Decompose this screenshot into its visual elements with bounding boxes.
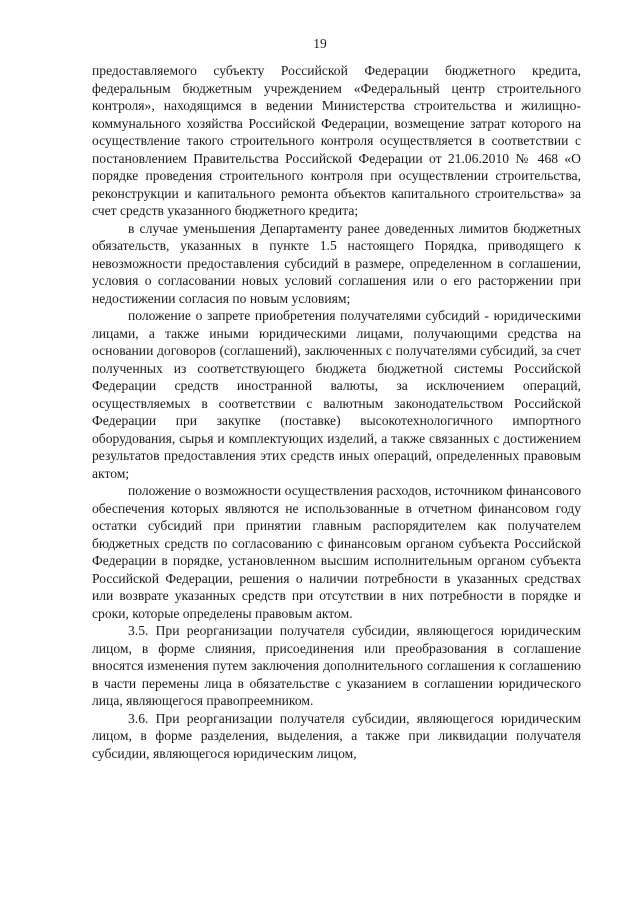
paragraph-budget-limits: в случае уменьшения Департаменту ранее доведенных лимитов бюджетных обязательств, указанных в пункте 1.5 настоящего Порядка, приводящего к невозможности предоставления субсидий в размере, определенном в соглашении, условия о согласовании новых условий соглашения или о его расторжении при недостижении согласия по новым условиям;: [92, 220, 581, 306]
document-body: [92, 62, 581, 762]
page-number: 19: [313, 36, 327, 51]
paragraph-unused-balances: положение о возможности осуществления расходов, источником финансового обеспечения которых являются не использованные в отчетном финансовом году остатки субсидий при принятии главным распорядителем как получателем бюджетных средств по согласованию с финансовым органом субъекта Российской Федерации в порядке, установленном высшим исполнительным органом субъекта Российской Федерации, решения о наличии потребности в указанных средствах или возврате указанных средств при отсутствии в них потребности в порядке и сроки, которые определены правовым актом.: [92, 483, 581, 621]
paragraph-currency-prohibition: положение о запрете приобретения получателями субсидий - юридическими лицами, а также иными юридическими лицами, получающими средства на основании договоров (соглашений), заключенных с получателями субсидий, за счет полученных из соответствующего бюджета бюджетной системы Российской Федерации средств иностранной валюты, за исключением операций, осуществляемых в соответствии с валютным законодательством Российской Федерации при закупке (поставке) высокотехнологичного импортного оборудования, сырья и комплектующих изделий, а также связанных с достижением результатов предоставления этих средств иных операций, определенных правовым актом;: [92, 308, 581, 481]
paragraph-section-3-6: 3.6. При реорганизации получателя субсидии, являющегося юридическим лицом, в форме разделения, выделения, а также при ликвидации получателя субсидии, являющегося юридическим лицом,: [92, 710, 581, 761]
paragraph-section-3-5: 3.5. При реорганизации получателя субсидии, являющегося юридическим лицом, в форме слияния, присоединения или преобразования в соглашение вносятся изменения путем заключения дополнительного соглашения к соглашению в части перемены лица в обязательстве с указанием в соглашении юридического лица, являющегося правопреемником.: [92, 623, 581, 708]
paragraph-continuation: предоставляемого субъекту Российской Федерации бюджетного кредита, федеральным бюджетным учреждением «Федеральный центр строительного контроля», находящимся в ведении Министерства строительства и жилищно-коммунального хозяйства Российской Федерации, возмещение затрат которого на осуществление такого строительного контроля осуществляется в соответствии с постановлением Правительства Российской Федерации от 21.06.2010 № 468 «О порядке проведения строительного контроля при осуществлении строительства, реконструкции и капитального ремонта объектов капитального строительства» за счет средств указанного бюджетного кредита;: [92, 63, 581, 218]
